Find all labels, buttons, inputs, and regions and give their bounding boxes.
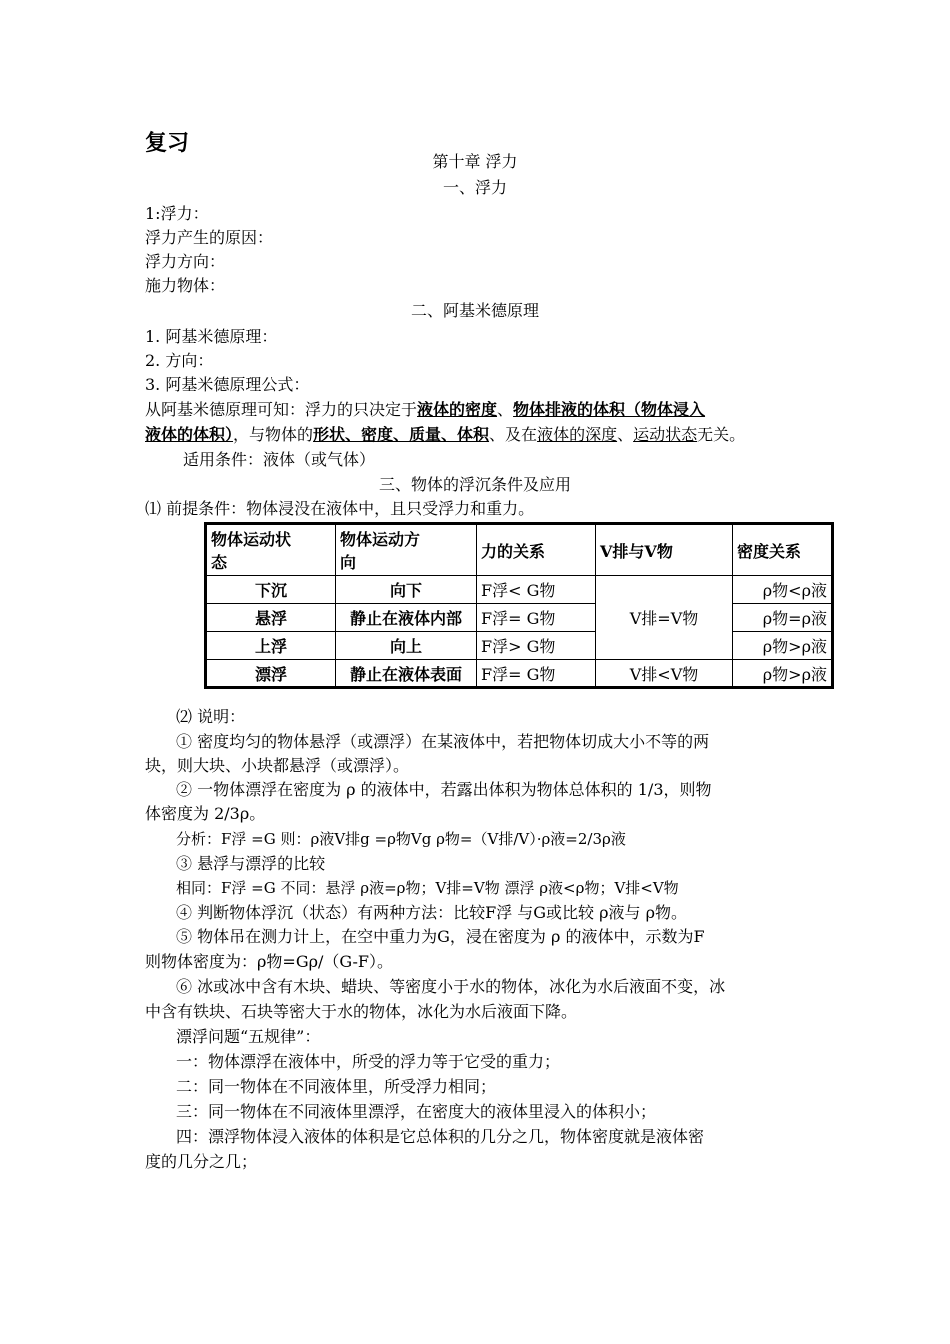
table-header: 密度关系 <box>733 524 833 576</box>
text-line: 1:浮力： <box>145 204 209 223</box>
text-line: 度的几分之几； <box>145 1152 258 1171</box>
text-line: ⑤ 物体吊在测力计上，在空中重力为G，浸在密度为 ρ 的液体中，示数为F <box>176 927 705 946</box>
text-line: ③ 悬浮与漂浮的比较 <box>176 854 326 873</box>
section-heading-2: 二、阿基米德原理 <box>410 301 539 320</box>
text-line: 3. 阿基米德原理公式： <box>145 375 310 394</box>
text-line: 一：物体漂浮在液体中，所受的浮力等于它受的重力； <box>176 1052 561 1071</box>
text-line: 体密度为 2/3ρ。 <box>145 804 266 823</box>
buoyancy-table <box>204 522 834 689</box>
text-line: 块，则大块、小块都悬浮（或漂浮）。 <box>145 756 410 775</box>
paragraph-line: 液体的体积），与物体的形状、密度、质量、体积、及在液体的深度、运动状态无关。 <box>145 425 746 444</box>
text-line: 漂浮问题“五规律”： <box>176 1027 321 1046</box>
table-header: 物体运动方 向 <box>336 524 477 576</box>
text-line: 浮力方向： <box>145 252 226 271</box>
text-line: ② 一物体漂浮在密度为 ρ 的液体中，若露出体积为物体总体积的 1/3，则物 <box>176 780 712 799</box>
text-line: 分析：F浮 =G 则：ρ液V排g =ρ物Vg ρ物=（V排/V）·ρ液=2/3ρ液 <box>176 830 626 848</box>
table-header: 物体运动状 态 <box>206 524 336 576</box>
text-line: 1. 阿基米德原理： <box>145 327 278 346</box>
table-row: 漂浮 静止在液体表面 F浮= G物 V排<V物 ρ物>ρ液 <box>206 660 833 688</box>
text-line: 三：同一物体在不同液体里漂浮，在密度大的液体里浸入的体积小； <box>176 1102 657 1121</box>
section-heading-3: 三、物体的浮沉条件及应用 <box>378 475 571 494</box>
table-row: 下沉 向下 F浮< G物 V排=V物 ρ物<ρ液 <box>206 576 833 604</box>
paragraph-line: 从阿基米德原理可知：浮力的只决定于液体的密度、物体排液的体积（物体浸入 <box>145 400 706 419</box>
table-row: 悬浮 静止在液体内部 F浮= G物 ρ物=ρ液 <box>206 604 833 632</box>
text-line: ⑥ 冰或冰中含有木块、蜡块、等密度小于水的物体，冰化为水后液面不变，冰 <box>176 977 726 996</box>
page-title: 复习 <box>145 131 190 156</box>
text-line: ④ 判断物体浮沉（状态）有两种方法：比较F浮 与G或比较 ρ液与 ρ物。 <box>176 903 688 922</box>
chapter-heading: 第十章 浮力 <box>432 152 518 171</box>
text-line: 2. 方向： <box>145 351 214 370</box>
text-line: 适用条件：液体（或气体） <box>183 450 376 469</box>
text-line: 相同：F浮 =G 不同：悬浮 ρ液=ρ物；V排=V物 漂浮 ρ液<ρ物；V排<V物 <box>176 879 679 897</box>
table-header: 力的关系 <box>477 524 596 576</box>
text-line: 则物体密度为：ρ物=Gρ/（G-F）。 <box>145 952 393 971</box>
text-line: ① 密度均匀的物体悬浮（或漂浮）在某液体中，若把物体切成大小不等的两 <box>176 732 710 751</box>
text-line: ⑵ 说明： <box>176 707 246 726</box>
text-line: 四：漂浮物体浸入液体的体积是它总体积的几分之几，物体密度就是液体密 <box>176 1127 705 1146</box>
text-line: 浮力产生的原因： <box>145 228 274 247</box>
text-line: 施力物体： <box>145 276 226 295</box>
section-heading-1: 一、浮力 <box>442 178 507 197</box>
text-line: 二：同一物体在不同液体里，所受浮力相同； <box>176 1077 497 1096</box>
table-header: V排与V物 <box>596 524 733 576</box>
text-line: 中含有铁块、石块等密大于水的物体，冰化为水后液面下降。 <box>145 1002 578 1021</box>
text-line: ⑴ 前提条件：物体浸没在液体中，且只受浮力和重力。 <box>145 499 535 518</box>
table-row: 上浮 向上 F浮> G物 ρ物>ρ液 <box>206 632 833 660</box>
